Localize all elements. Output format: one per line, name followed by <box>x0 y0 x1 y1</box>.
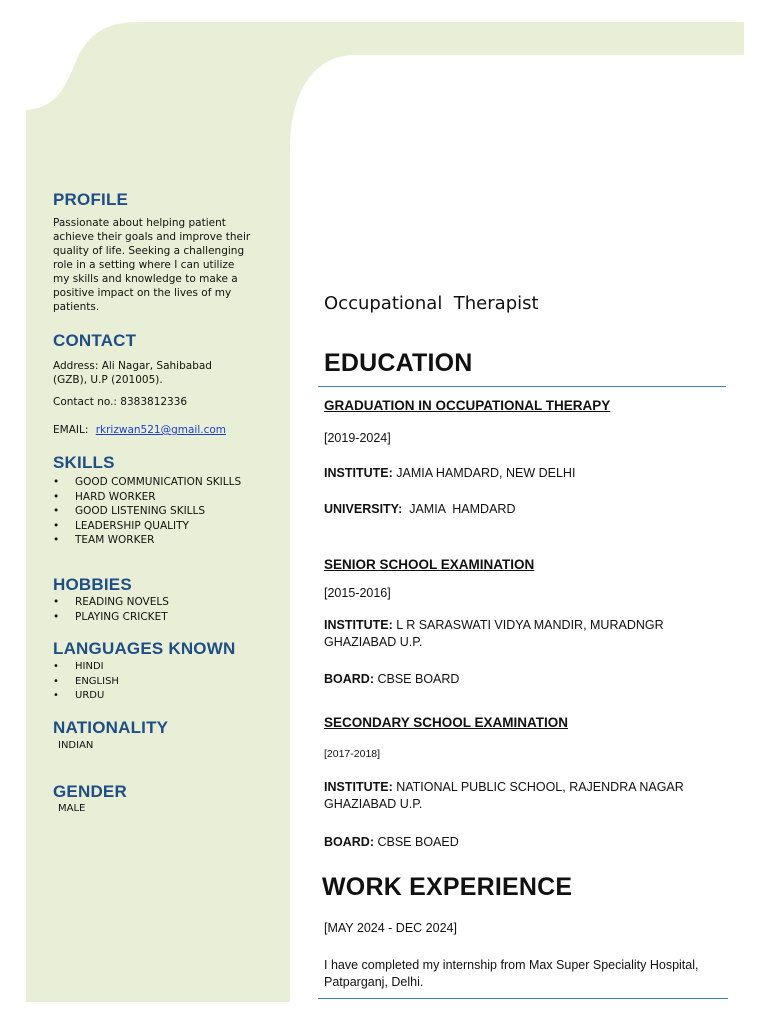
institute-label: INSTITUTE: <box>324 780 393 794</box>
hobbies-list <box>53 595 268 624</box>
work-heading-wrap <box>322 873 722 902</box>
institute-label: INSTITUTE: <box>324 618 393 632</box>
nationality-section <box>53 718 268 753</box>
gender-section <box>53 782 268 816</box>
education-entry-institute <box>324 617 724 651</box>
education-entry-institute <box>324 465 724 482</box>
education-entry-dates: [2015-2016] <box>324 586 391 600</box>
education-entry-board <box>324 834 724 851</box>
board-value: CBSE BOARD <box>377 672 460 686</box>
list-item: • READING NOVELS <box>53 595 268 610</box>
job-title <box>324 293 724 314</box>
education-entry <box>324 715 724 851</box>
institute-label: INSTITUTE: <box>324 466 393 480</box>
work-divider <box>318 998 728 999</box>
education-entry-institute <box>324 779 704 813</box>
education-heading-wrap <box>324 349 724 378</box>
education-entry-title: SECONDARY SCHOOL EXAMINATION <box>324 715 569 730</box>
education-entry-board <box>324 671 724 688</box>
list-item: • TEAM WORKER <box>53 533 268 548</box>
profile-heading: PROFILE <box>53 190 129 209</box>
skills-section <box>53 453 268 548</box>
contact-address: Address: Ali Nagar, Sahibabad (GZB), U.P (201005). <box>53 360 212 386</box>
contact-section <box>53 331 268 437</box>
institute-value: NATIONAL PUBLIC SCHOOL, RAJENDRA NAGAR GHAZIABAD U.P. <box>324 780 684 811</box>
list-item: • HINDI <box>53 660 268 675</box>
education-entry <box>324 557 724 688</box>
contact-phone: Contact no.: 8383812336 <box>53 396 188 408</box>
skills-list <box>53 475 268 548</box>
hobbies-section <box>53 575 268 624</box>
education-entry <box>324 398 724 518</box>
list-item: • LEADERSHIP QUALITY <box>53 519 268 534</box>
university-label: UNIVERSITY: <box>324 502 403 516</box>
education-heading: EDUCATION <box>324 349 473 377</box>
profile-text: Passionate about helping patient achieve their goals and improve their quality of life. Seeking a challenging role in a setting where I can utilize my skills and knowledge to make a positive impact on the lives of my patients. <box>53 217 251 313</box>
languages-list <box>53 660 268 704</box>
board-value: CBSE BOAED <box>377 835 459 849</box>
education-entry-title: GRADUATION IN OCCUPATIONAL THERAPY <box>324 398 611 413</box>
list-item: • PLAYING CRICKET <box>53 610 268 625</box>
education-divider <box>318 386 726 387</box>
university-value: JAMIA HAMDARD <box>409 502 516 516</box>
gender-heading: GENDER <box>53 782 127 801</box>
education-entry-title: SENIOR SCHOOL EXAMINATION <box>324 557 535 572</box>
gender-value: MALE <box>58 803 86 814</box>
board-label: BOARD: <box>324 835 374 849</box>
work-experience-heading: WORK EXPERIENCE <box>322 873 573 901</box>
board-label: BOARD: <box>324 672 374 686</box>
institute-value: JAMIA HAMDARD, NEW DELHI <box>396 466 576 480</box>
list-item: • HARD WORKER <box>53 490 268 505</box>
list-item: • URDU <box>53 689 268 704</box>
contact-heading: CONTACT <box>53 331 137 350</box>
languages-heading: LANGUAGES KNOWN <box>53 639 236 658</box>
education-entry-dates: [2019-2024] <box>324 431 391 445</box>
work-dates: [MAY 2024 - DEC 2024] <box>324 921 457 935</box>
email-link[interactable]: rkrizwan521@gmail.com <box>95 424 227 436</box>
skills-heading: SKILLS <box>53 453 115 472</box>
nationality-heading: NATIONALITY <box>53 718 169 737</box>
job-title-text: Occupational Therapist <box>324 293 539 314</box>
work-entry <box>324 920 724 991</box>
list-item: • GOOD COMMUNICATION SKILLS <box>53 475 268 490</box>
email-label: EMAIL: <box>53 424 89 436</box>
contact-email-line <box>53 423 268 437</box>
institute-value: L R SARASWATI VIDYA MANDIR, MURADNGR GHAZIABAD U.P. <box>324 618 664 649</box>
work-description: I have completed my internship from Max Super Speciality Hospital, Patparganj, Delhi. <box>324 958 699 989</box>
languages-section <box>53 639 268 704</box>
education-entry-dates: [2017-2018] <box>324 748 381 760</box>
profile-section <box>53 190 268 314</box>
list-item: • GOOD LISTENING SKILLS <box>53 504 268 519</box>
education-entry-university <box>324 501 724 518</box>
nationality-value: INDIAN <box>58 740 94 751</box>
list-item: • ENGLISH <box>53 675 268 690</box>
hobbies-heading: HOBBIES <box>53 575 132 594</box>
